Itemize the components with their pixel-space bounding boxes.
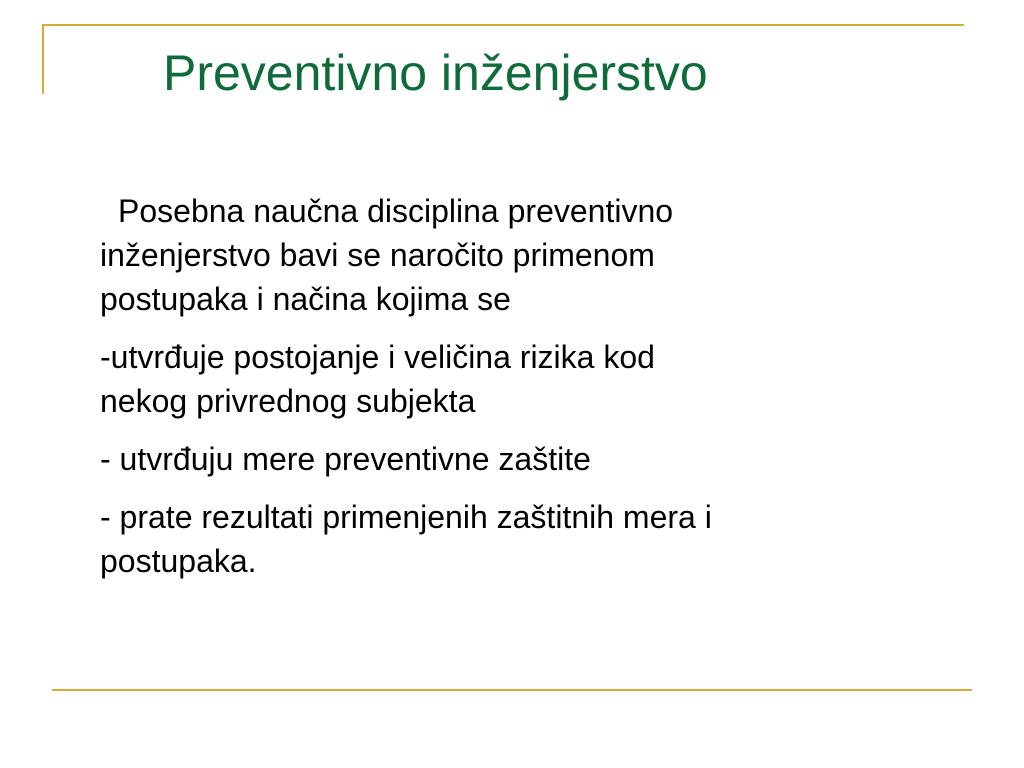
- top-accent-line: [42, 24, 964, 26]
- text-line: Posebna naučna disciplina preventivno: [118, 193, 674, 229]
- paragraph-intro: [100, 189, 950, 321]
- text-line: inženjerstvo bavi se naročito primenom: [100, 237, 655, 273]
- paragraph-results: [100, 495, 950, 583]
- left-accent-line: [42, 24, 44, 94]
- slide-title: Preventivno inženjerstvo: [163, 45, 708, 101]
- paragraph-measures: [100, 437, 950, 481]
- bottom-accent-line: [52, 689, 972, 691]
- text-line: nekog privrednog subjekta: [100, 383, 476, 419]
- text-line: - utvrđuju mere preventivne zaštite: [100, 441, 591, 477]
- text-line: postupaka i načina kojima se: [100, 281, 511, 317]
- text-line: postupaka.: [100, 543, 257, 579]
- text-line: - prate rezultati primenjenih zaštitnih mera i: [100, 499, 712, 535]
- text-line: -utvrđuje postojanje i veličina rizika kod: [100, 339, 655, 375]
- paragraph-risk: [100, 335, 950, 423]
- slide-body: [100, 189, 950, 597]
